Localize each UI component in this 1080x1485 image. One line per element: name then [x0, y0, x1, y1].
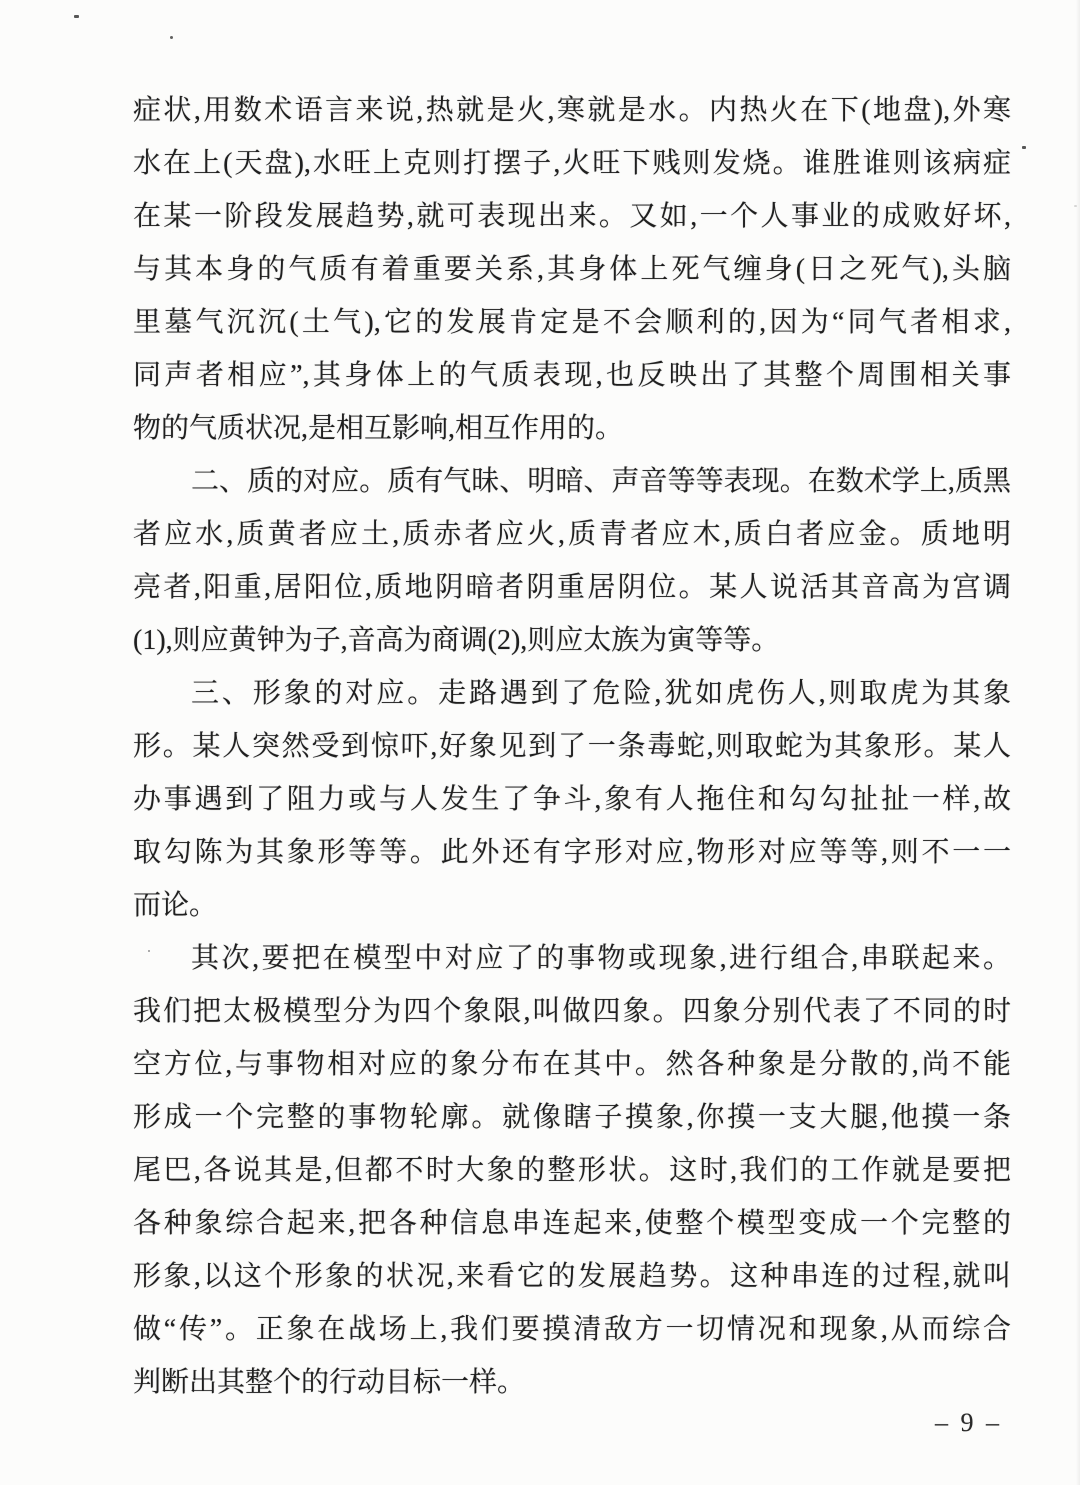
- text-line: 三、形象的对应。走路遇到了危险,犹如虎伤人,则取虎为其象: [191, 678, 1011, 709]
- text-line: 同声者相应”,其身体上的气质表现,也反映出了其整个周围相关事: [133, 360, 1011, 391]
- text-line: 水在上(天盘),水旺上克则打摆子,火旺下贱则发烧。谁胜谁则该病症: [133, 148, 1011, 179]
- text-line: 空方位,与事物相对应的象分布在其中。然各种象是分散的,尚不能: [133, 1049, 1011, 1080]
- text-line: 亮者,阳重,居阳位,质地阴暗者阴重居阴位。某人说活其音高为宫调: [133, 572, 1011, 603]
- text-line: 形象,以这个形象的状况,来看它的发展趋势。这种串连的过程,就叫: [133, 1261, 1011, 1292]
- text-line: 我们把太极模型分为四个象限,叫做四象。四象分别代表了不同的时: [133, 996, 1011, 1027]
- text-line: 而论。: [133, 890, 218, 921]
- page-text: [133, 84, 1011, 1409]
- text-line: 物的气质状况,是相互影响,相互作用的。: [133, 413, 624, 444]
- scan-edge-shade: [1076, 0, 1080, 1485]
- text-line: 做“传”。正象在战场上,我们要摸清敌方一切情况和现象,从而综合: [133, 1314, 1011, 1345]
- scan-speck: [74, 15, 79, 18]
- text-line: 症状,用数术语言来说,热就是火,寒就是水。内热火在下(地盘),外寒: [133, 95, 1011, 126]
- text-line: (1),则应黄钟为子,音高为商调(2),则应太族为寅等等。: [133, 625, 780, 656]
- scan-speck: [1022, 146, 1026, 149]
- text-line: 判断出其整个的行动目标一样。: [133, 1367, 526, 1398]
- text-line: 其次,要把在模型中对应了的事物或现象,进行组合,串联起来。: [191, 943, 1011, 974]
- scan-speck: [148, 950, 150, 952]
- text-line: 里墓气沉沉(土气),它的发展肯定是不会顺利的,因为“同气者相求,: [133, 307, 1011, 338]
- text-line: 尾巴,各说其是,但都不时大象的整形状。这时,我们的工作就是要把: [133, 1155, 1011, 1186]
- text-line: 在某一阶段发展趋势,就可表现出来。又如,一个人事业的成败好坏,: [133, 201, 1011, 232]
- text-line: 形成一个完整的事物轮廓。就像瞎子摸象,你摸一支大腿,他摸一条: [133, 1102, 1011, 1133]
- text-line: 取勾陈为其象形等等。此外还有字形对应,物形对应等等,则不一一: [133, 837, 1011, 868]
- page-number: – 9 –: [935, 1408, 999, 1437]
- text-line: 者应水,质黄者应土,质赤者应火,质青者应木,质白者应金。质地明: [133, 519, 1011, 550]
- text-line: 与其本身的气质有着重要关系,其身体上死气缠身(日之死气),头脑: [133, 254, 1011, 285]
- text-line: 各种象综合起来,把各种信息串连起来,使整个模型变成一个完整的: [133, 1208, 1011, 1239]
- text-line: 办事遇到了阻力或与人发生了争斗,象有人拖住和勾勾扯扯一样,故: [133, 784, 1011, 815]
- text-line: 二、质的对应。质有气昧、明暗、声音等等表现。在数术学上,质黑: [191, 466, 1011, 497]
- text-line: 形。某人突然受到惊吓,好象见到了一条毒蛇,则取蛇为其象形。某人: [133, 731, 1011, 762]
- scan-speck: [170, 36, 173, 39]
